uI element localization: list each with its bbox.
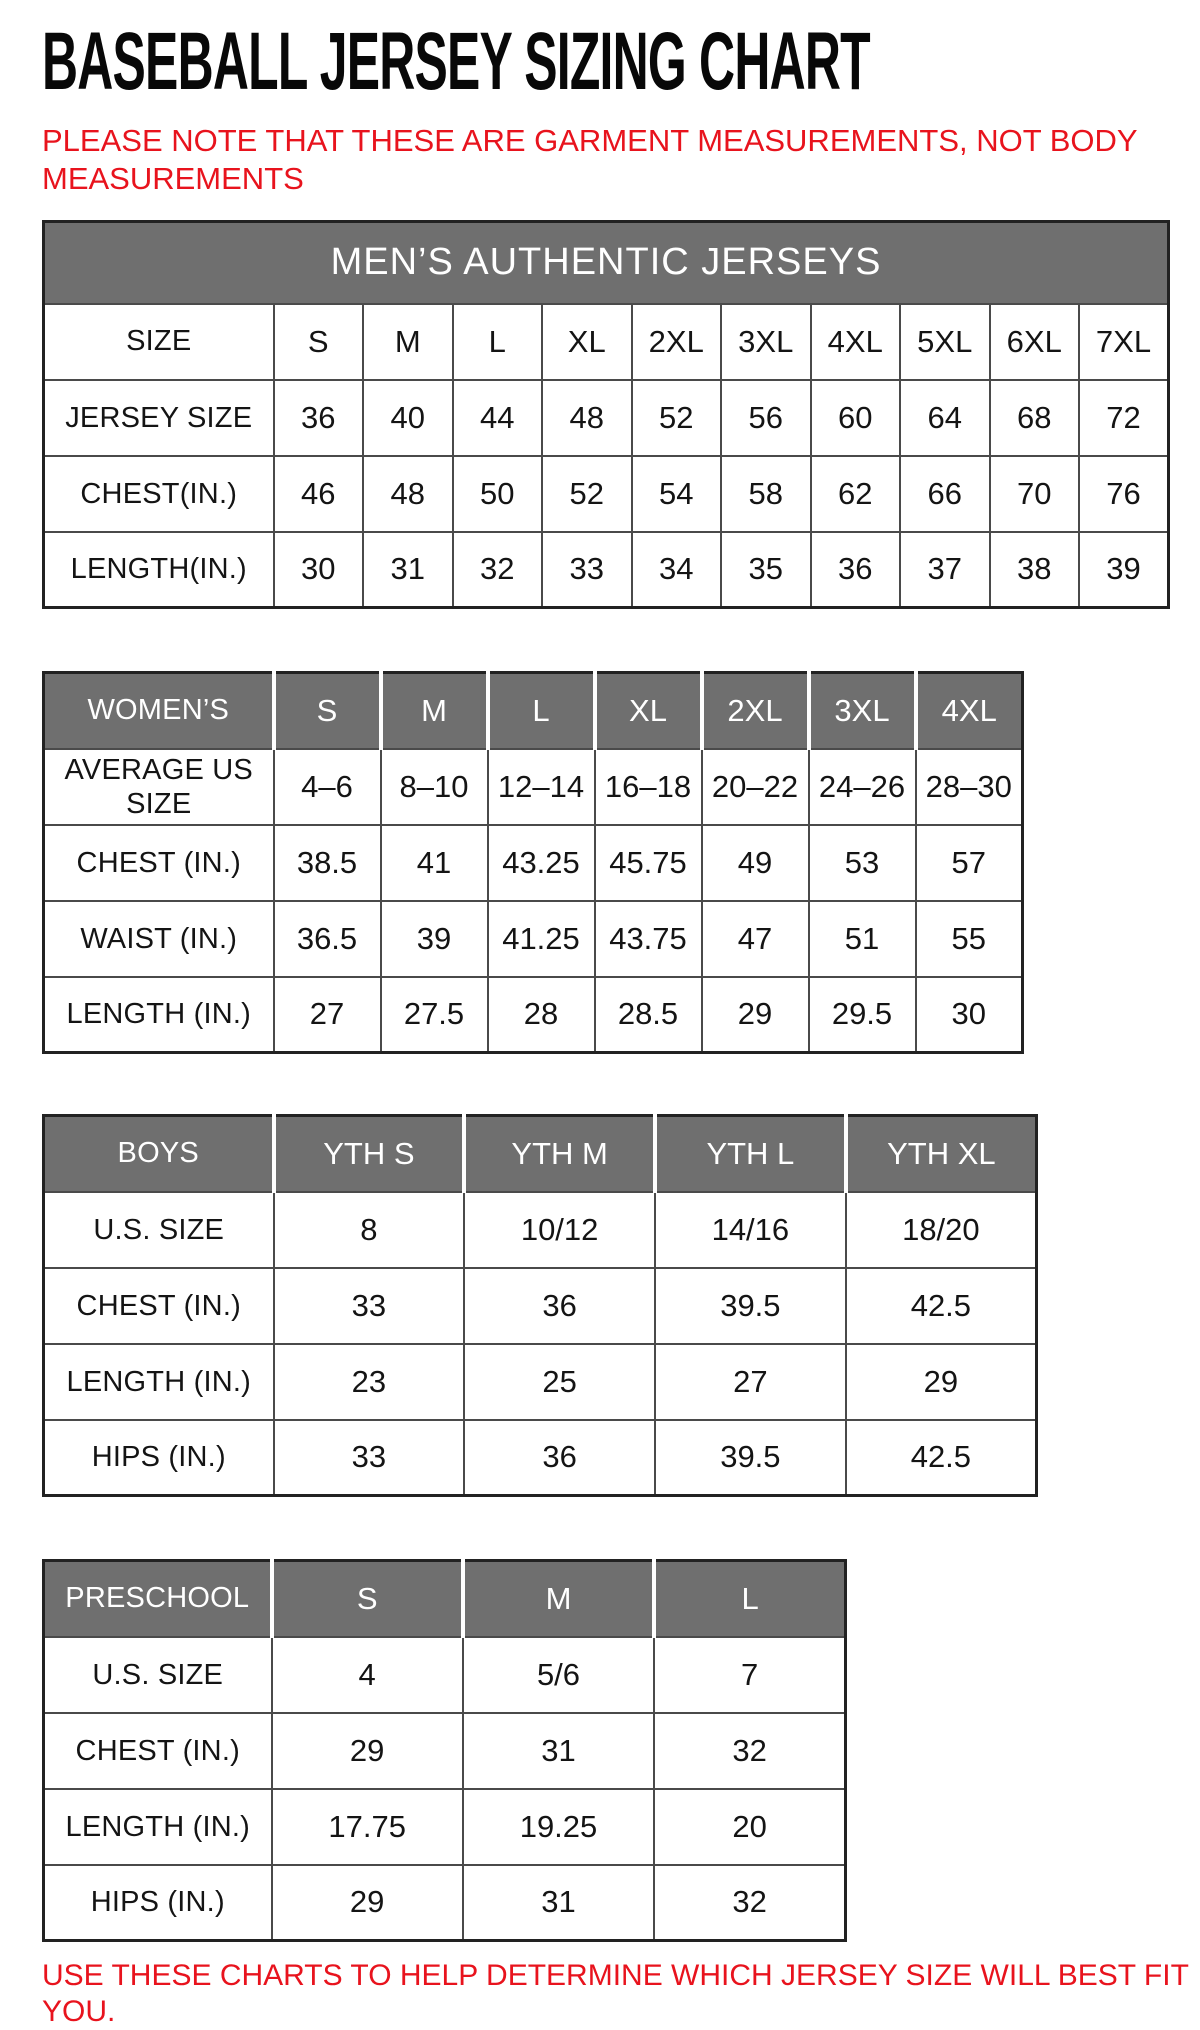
size-value-cell: 42.5 — [846, 1268, 1037, 1344]
preschool-header-row — [44, 1561, 846, 1637]
mens-size-header-3xl: 3XL — [721, 304, 811, 380]
womens-size-header-3xl: 3XL — [809, 673, 916, 749]
mens-size-header-7xl: 7XL — [1079, 304, 1169, 380]
row-label: HIPS (IN.) — [44, 1420, 274, 1496]
mens-size-header-4xl: 4XL — [811, 304, 901, 380]
page-title: BASEBALL JERSEY SIZING CHART — [42, 14, 870, 107]
mens-header-row — [44, 304, 1169, 380]
size-value-cell: 38 — [990, 532, 1080, 608]
womens-size-header-xl: XL — [595, 673, 702, 749]
size-value-cell: 76 — [1079, 456, 1169, 532]
mens-size-header-6xl: 6XL — [990, 304, 1080, 380]
preschool-size-header-m: M — [463, 1561, 654, 1637]
mens-row-jersey-size — [44, 380, 1169, 456]
size-value-cell: 49 — [702, 825, 809, 901]
size-value-cell: 32 — [654, 1713, 845, 1789]
row-label: CHEST(IN.) — [44, 456, 274, 532]
size-value-cell: 48 — [542, 380, 632, 456]
size-value-cell: 17.75 — [272, 1789, 463, 1865]
page-title-wrap — [42, 14, 1200, 108]
size-value-cell: 29 — [272, 1865, 463, 1941]
size-value-cell: 39 — [381, 901, 488, 977]
row-label: JERSEY SIZE — [44, 380, 274, 456]
size-value-cell: 52 — [632, 380, 722, 456]
size-value-cell: 33 — [542, 532, 632, 608]
size-value-cell: 41.25 — [488, 901, 595, 977]
size-value-cell: 44 — [453, 380, 543, 456]
size-value-cell: 5/6 — [463, 1637, 654, 1713]
size-value-cell: 30 — [916, 977, 1023, 1053]
size-value-cell: 31 — [463, 1865, 654, 1941]
size-value-cell: 36 — [464, 1268, 655, 1344]
size-value-cell: 52 — [542, 456, 632, 532]
preschool-size-header-l: L — [654, 1561, 845, 1637]
size-value-cell: 10/12 — [464, 1192, 655, 1268]
boys-size-header-yth-m: YTH M — [464, 1116, 655, 1192]
row-label: U.S. SIZE — [44, 1637, 272, 1713]
size-value-cell: 70 — [990, 456, 1080, 532]
size-value-cell: 24–26 — [809, 749, 916, 825]
size-value-cell: 66 — [900, 456, 990, 532]
size-value-cell: 29 — [702, 977, 809, 1053]
size-value-cell: 39 — [1079, 532, 1169, 608]
mens-size-header-m: M — [363, 304, 453, 380]
size-value-cell: 31 — [363, 532, 453, 608]
size-value-cell: 4 — [272, 1637, 463, 1713]
mens-banner-row — [44, 222, 1169, 304]
womens-size-header-4xl: 4XL — [916, 673, 1023, 749]
size-value-cell: 68 — [990, 380, 1080, 456]
mens-size-header-xl: XL — [542, 304, 632, 380]
mens-size-header-l: L — [453, 304, 543, 380]
row-label: AVERAGE US SIZE — [44, 749, 274, 825]
size-value-cell: 35 — [721, 532, 811, 608]
garment-measurement-note — [42, 122, 1200, 198]
womens-header-row — [44, 673, 1023, 749]
womens-size-header-s: S — [274, 673, 381, 749]
size-value-cell: 33 — [274, 1268, 465, 1344]
size-value-cell: 30 — [274, 532, 364, 608]
mens-banner: MEN’S AUTHENTIC JERSEYS — [44, 222, 1169, 304]
size-value-cell: 16–18 — [595, 749, 702, 825]
row-label: LENGTH (IN.) — [44, 1344, 274, 1420]
size-value-cell: 41 — [381, 825, 488, 901]
size-value-cell: 29 — [846, 1344, 1037, 1420]
preschool-row-length-in- — [44, 1789, 846, 1865]
size-value-cell: 56 — [721, 380, 811, 456]
womens-sizing-table — [42, 671, 1024, 1054]
size-value-cell: 27.5 — [381, 977, 488, 1053]
size-value-cell: 27 — [655, 1344, 846, 1420]
size-value-cell: 7 — [654, 1637, 845, 1713]
boys-row-u-s-size — [44, 1192, 1037, 1268]
mens-row-length-in- — [44, 532, 1169, 608]
size-value-cell: 28 — [488, 977, 595, 1053]
row-label: CHEST (IN.) — [44, 1713, 272, 1789]
size-value-cell: 25 — [464, 1344, 655, 1420]
size-value-cell: 36 — [811, 532, 901, 608]
size-value-cell: 23 — [274, 1344, 465, 1420]
size-value-cell: 58 — [721, 456, 811, 532]
size-value-cell: 46 — [274, 456, 364, 532]
size-value-cell: 36.5 — [274, 901, 381, 977]
womens-header-label: WOMEN’S — [44, 673, 274, 749]
size-value-cell: 12–14 — [488, 749, 595, 825]
size-value-cell: 53 — [809, 825, 916, 901]
size-value-cell: 62 — [811, 456, 901, 532]
row-label: WAIST (IN.) — [44, 901, 274, 977]
size-value-cell: 43.25 — [488, 825, 595, 901]
womens-row-chest-in- — [44, 825, 1023, 901]
size-value-cell: 29.5 — [809, 977, 916, 1053]
size-value-cell: 40 — [363, 380, 453, 456]
boys-size-header-yth-s: YTH S — [274, 1116, 465, 1192]
size-value-cell: 57 — [916, 825, 1023, 901]
mens-header-label: SIZE — [44, 304, 274, 380]
size-value-cell: 36 — [464, 1420, 655, 1496]
size-value-cell: 72 — [1079, 380, 1169, 456]
boys-header-label: BOYS — [44, 1116, 274, 1192]
size-value-cell: 36 — [274, 380, 364, 456]
boys-header-row — [44, 1116, 1037, 1192]
preschool-header-label: PRESCHOOL — [44, 1561, 272, 1637]
womens-size-header-l: L — [488, 673, 595, 749]
size-value-cell: 20–22 — [702, 749, 809, 825]
boys-row-hips-in- — [44, 1420, 1037, 1496]
footer-note: USE THESE CHARTS TO HELP DETERMINE WHICH JERSEY SIZE WILL BEST FIT YOU. — [42, 1959, 1189, 2028]
size-value-cell: 33 — [274, 1420, 465, 1496]
size-value-cell: 19.25 — [463, 1789, 654, 1865]
size-value-cell: 45.75 — [595, 825, 702, 901]
boys-row-length-in- — [44, 1344, 1037, 1420]
mens-row-chest-in- — [44, 456, 1169, 532]
size-value-cell: 43.75 — [595, 901, 702, 977]
row-label: CHEST (IN.) — [44, 825, 274, 901]
size-value-cell: 14/16 — [655, 1192, 846, 1268]
size-value-cell: 39.5 — [655, 1420, 846, 1496]
row-label: CHEST (IN.) — [44, 1268, 274, 1344]
size-value-cell: 28–30 — [916, 749, 1023, 825]
note-line-1: PLEASE NOTE THAT THESE ARE GARMENT MEASUREMENTS, NOT BODY — [42, 123, 1138, 158]
size-value-cell: 34 — [632, 532, 722, 608]
size-value-cell: 31 — [463, 1713, 654, 1789]
size-value-cell: 54 — [632, 456, 722, 532]
row-label: U.S. SIZE — [44, 1192, 274, 1268]
size-value-cell: 38.5 — [274, 825, 381, 901]
preschool-size-header-s: S — [272, 1561, 463, 1637]
size-value-cell: 20 — [654, 1789, 845, 1865]
size-value-cell: 50 — [453, 456, 543, 532]
preschool-row-chest-in- — [44, 1713, 846, 1789]
size-value-cell: 37 — [900, 532, 990, 608]
row-label: HIPS (IN.) — [44, 1865, 272, 1941]
boys-sizing-table — [42, 1114, 1038, 1497]
boys-row-chest-in- — [44, 1268, 1037, 1344]
row-label: LENGTH (IN.) — [44, 1789, 272, 1865]
size-value-cell: 51 — [809, 901, 916, 977]
row-label: LENGTH (IN.) — [44, 977, 274, 1053]
mens-size-header-s: S — [274, 304, 364, 380]
womens-row-average-us-size — [44, 749, 1023, 825]
size-value-cell: 8–10 — [381, 749, 488, 825]
size-value-cell: 42.5 — [846, 1420, 1037, 1496]
size-value-cell: 39.5 — [655, 1268, 846, 1344]
mens-size-header-2xl: 2XL — [632, 304, 722, 380]
size-value-cell: 29 — [272, 1713, 463, 1789]
size-value-cell: 60 — [811, 380, 901, 456]
womens-row-length-in- — [44, 977, 1023, 1053]
size-value-cell: 8 — [274, 1192, 465, 1268]
size-value-cell: 64 — [900, 380, 990, 456]
size-value-cell: 32 — [654, 1865, 845, 1941]
preschool-row-hips-in- — [44, 1865, 846, 1941]
row-label: LENGTH(IN.) — [44, 532, 274, 608]
boys-size-header-yth-l: YTH L — [655, 1116, 846, 1192]
preschool-sizing-table — [42, 1559, 847, 1942]
size-value-cell: 48 — [363, 456, 453, 532]
preschool-row-u-s-size — [44, 1637, 846, 1713]
womens-row-waist-in- — [44, 901, 1023, 977]
note-line-2: MEASUREMENTS — [42, 161, 304, 196]
mens-size-header-5xl: 5XL — [900, 304, 990, 380]
mens-authentic-jerseys-table — [42, 220, 1170, 609]
size-value-cell: 27 — [274, 977, 381, 1053]
size-value-cell: 18/20 — [846, 1192, 1037, 1268]
size-value-cell: 4–6 — [274, 749, 381, 825]
boys-size-header-yth-xl: YTH XL — [846, 1116, 1037, 1192]
size-value-cell: 32 — [453, 532, 543, 608]
size-value-cell: 47 — [702, 901, 809, 977]
size-value-cell: 55 — [916, 901, 1023, 977]
womens-size-header-2xl: 2XL — [702, 673, 809, 749]
womens-size-header-m: M — [381, 673, 488, 749]
size-value-cell: 28.5 — [595, 977, 702, 1053]
